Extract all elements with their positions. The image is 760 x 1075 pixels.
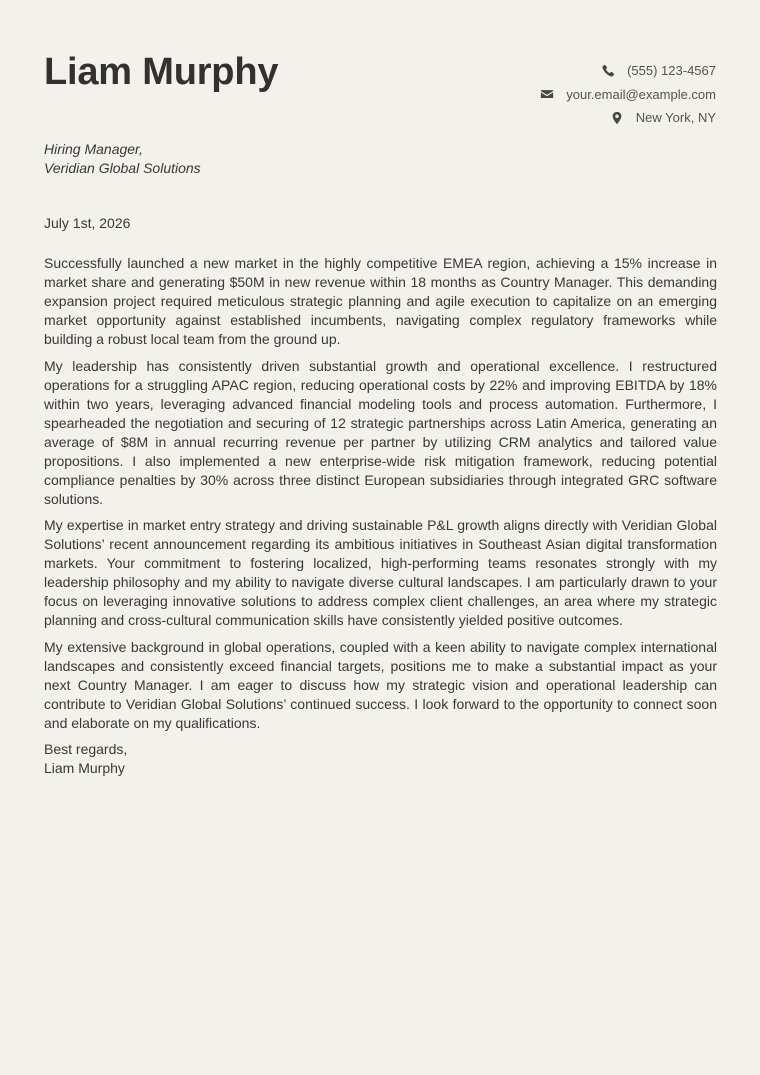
contact-block xyxy=(540,59,716,130)
recipient-title: Hiring Manager, xyxy=(44,141,143,157)
envelope-icon xyxy=(540,87,554,101)
closing-block xyxy=(44,740,717,778)
applicant-name: Liam Murphy xyxy=(44,51,279,93)
contact-location-row xyxy=(540,106,716,130)
closing-signature: Liam Murphy xyxy=(44,760,125,776)
map-pin-icon xyxy=(610,111,624,125)
letter-body xyxy=(44,254,717,778)
contact-phone: (555) 123-4567 xyxy=(627,63,716,79)
body-paragraph: My leadership has consistently driven substantial growth and operational excellence. I restructured operations for a struggling APAC region, reducing operational costs by 22% and improving EBITDA by 18% within two years, leveraging advanced financial modeling tools and process automation. Furthermore, I spearheaded the negotiation and securing of 12 strategic partnerships across Latin America, generating an average of $8M in annual recurring revenue per partner by utilizing CRM analytics and tailored value propositions. I also implemented a new enterprise-wide risk mitigation framework, reducing potential compliance penalties by 30% across three distinct European subsidiaries through integrated GRC software solutions. xyxy=(44,357,717,507)
body-paragraph: My extensive background in global operations, coupled with a keen ability to navigate complex international landscapes and consistently exceed financial targets, positions me to make a substantial impact as your next Country Manager. I am eager to discuss how my strategic vision and operational leadership can contribute to Veridian Global Solutions’ continued success. I look forward to the opportunity to connect soon and elaborate on my qualifications. xyxy=(44,638,717,731)
contact-email: your.email@example.com xyxy=(566,86,716,102)
contact-location: New York, NY xyxy=(635,110,716,126)
letter-date: July 1st, 2026 xyxy=(44,215,131,231)
closing-salutation: Best regards, xyxy=(44,741,128,757)
contact-email-row xyxy=(540,83,716,107)
recipient-block xyxy=(44,140,201,178)
body-paragraph: Successfully launched a new market in the highly competitive EMEA region, achieving a 15% increase in market share and generating $50M in new revenue within 18 months as Country Manager. This demanding expansion project required meticulous strategic planning and agile execution to capitalize on an emerging market opportunity against established incumbents, navigating complex regulatory frameworks while building a robust local team from the ground up. xyxy=(44,255,717,347)
body-paragraph: My expertise in market entry strategy and driving sustainable P&L growth aligns directly with Veridian Global Solutions’ recent announcement regarding its ambitious initiatives in Southeast Asian digital transformation markets. Your commitment to fostering localized, high-performing teams resonates strongly with my leadership philosophy and my ability to navigate diverse cultural landscapes. I am particularly drawn to your focus on leveraging innovative solutions to address complex client challenges, an area where my strategic planning and cross-cultural communication skills have consistently yielded positive outcomes. xyxy=(44,517,717,628)
recipient-company: Veridian Global Solutions xyxy=(44,160,201,176)
contact-phone-row xyxy=(540,59,716,83)
phone-icon xyxy=(601,64,615,78)
